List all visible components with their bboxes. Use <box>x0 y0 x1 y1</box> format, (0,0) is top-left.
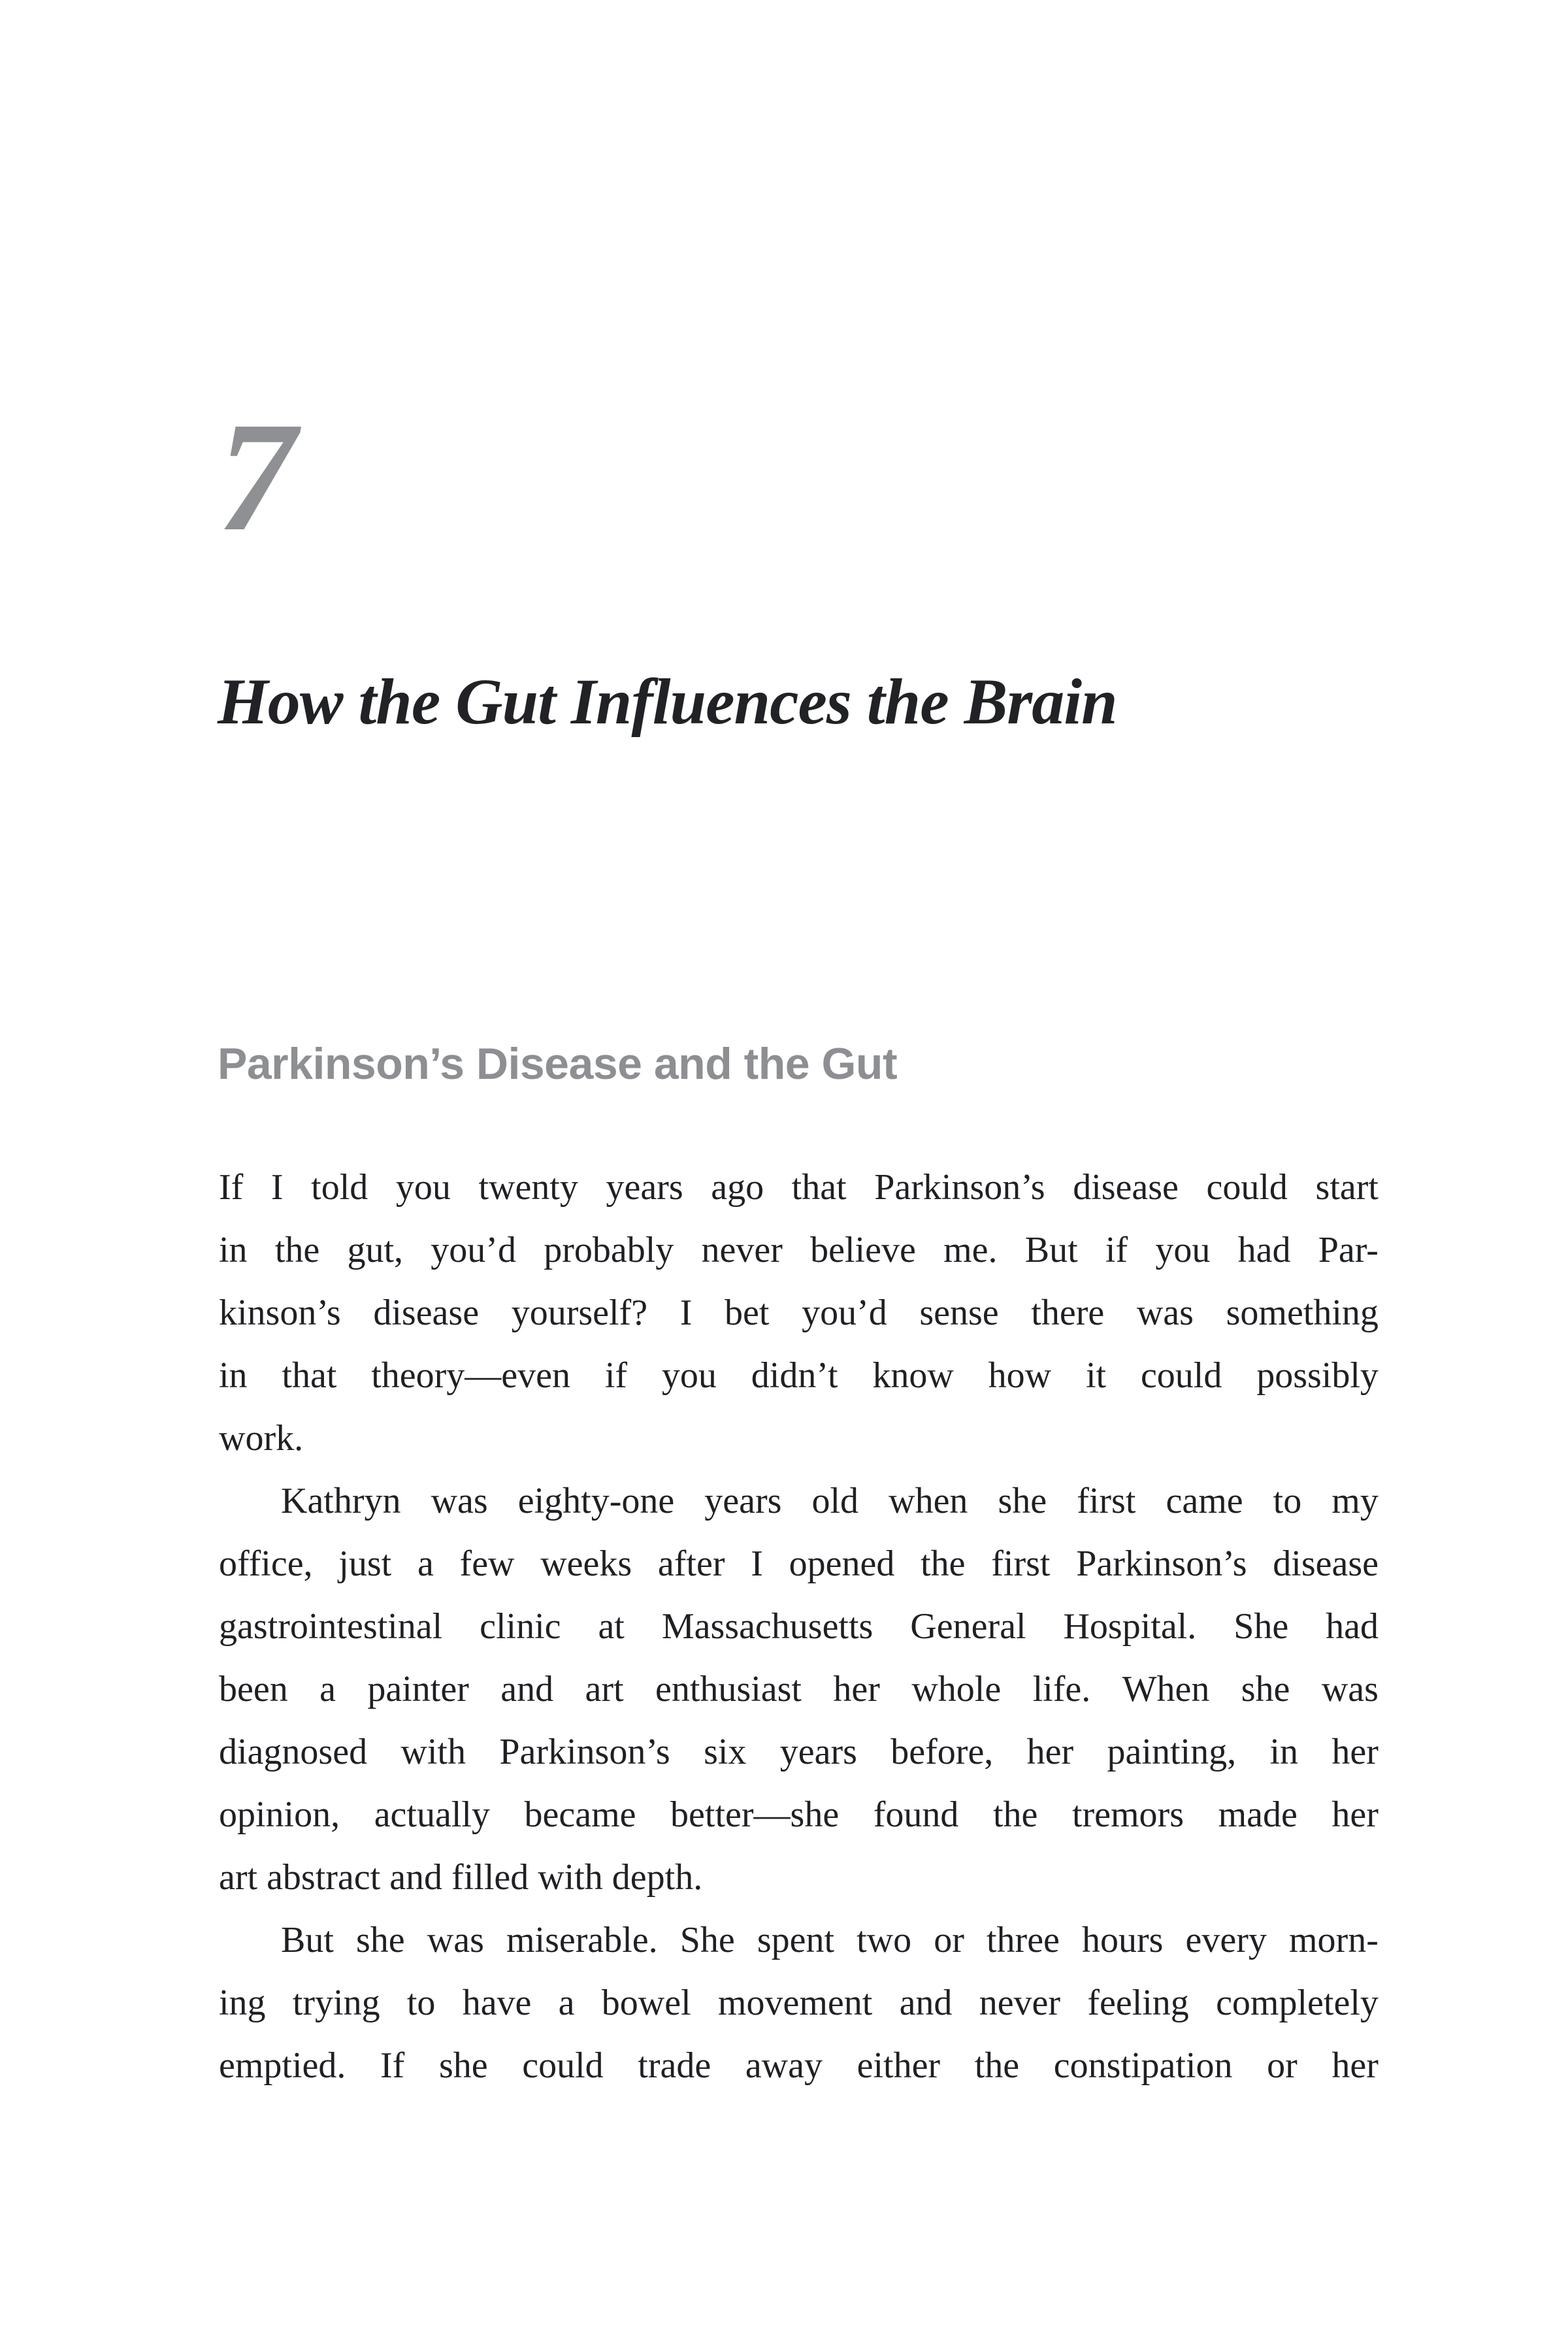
text-line-p2-3: gastrointestinal clinic at Massachusetts General Hospital. She had <box>219 1606 1379 1647</box>
text-line-p2-4: been a painter and art enthusiast her whole life. When she was <box>219 1669 1379 1709</box>
text-line-p3-2: ing trying to have a bowel movement and never feeling completely <box>219 1983 1379 2023</box>
text-line-p1-1: If I told you twenty years ago that Parkinson’s disease could start <box>219 1167 1379 1208</box>
chapter-number: 7 <box>218 389 296 563</box>
text-line-p3-3: emptied. If she could trade away either the constipation or her <box>219 2045 1379 2086</box>
section-heading: Parkinson’s Disease and the Gut <box>218 1039 898 1089</box>
text-line-p2-7: art abstract and filled with depth. <box>219 1857 703 1898</box>
text-line-p3-1: But she was miserable. She spent two or three hours every morn- <box>281 1920 1379 1960</box>
text-line-p1-3: kinson’s disease yourself? I bet you’d sense there was something <box>219 1293 1379 1333</box>
body-text <box>219 1156 1379 2097</box>
text-line-p2-6: opinion, actually became better—she found the tremors made her <box>219 1794 1379 1835</box>
text-line-p2-5: diagnosed with Parkinson’s six years before, her painting, in her <box>219 1732 1379 1772</box>
text-line-p2-2: office, just a few weeks after I opened the first Parkinson’s disease <box>219 1543 1379 1584</box>
text-line-p1-2: in the gut, you’d probably never believe me. But if you had Par- <box>219 1230 1379 1270</box>
text-line-p2-1: Kathryn was eighty-one years old when she first came to my <box>281 1481 1379 1521</box>
chapter-title: How the Gut Influences the Brain <box>218 665 1117 738</box>
text-line-p1-5: work. <box>219 1418 304 1459</box>
text-line-p1-4: in that theory—even if you didn’t know how it could possibly <box>219 1355 1379 1396</box>
